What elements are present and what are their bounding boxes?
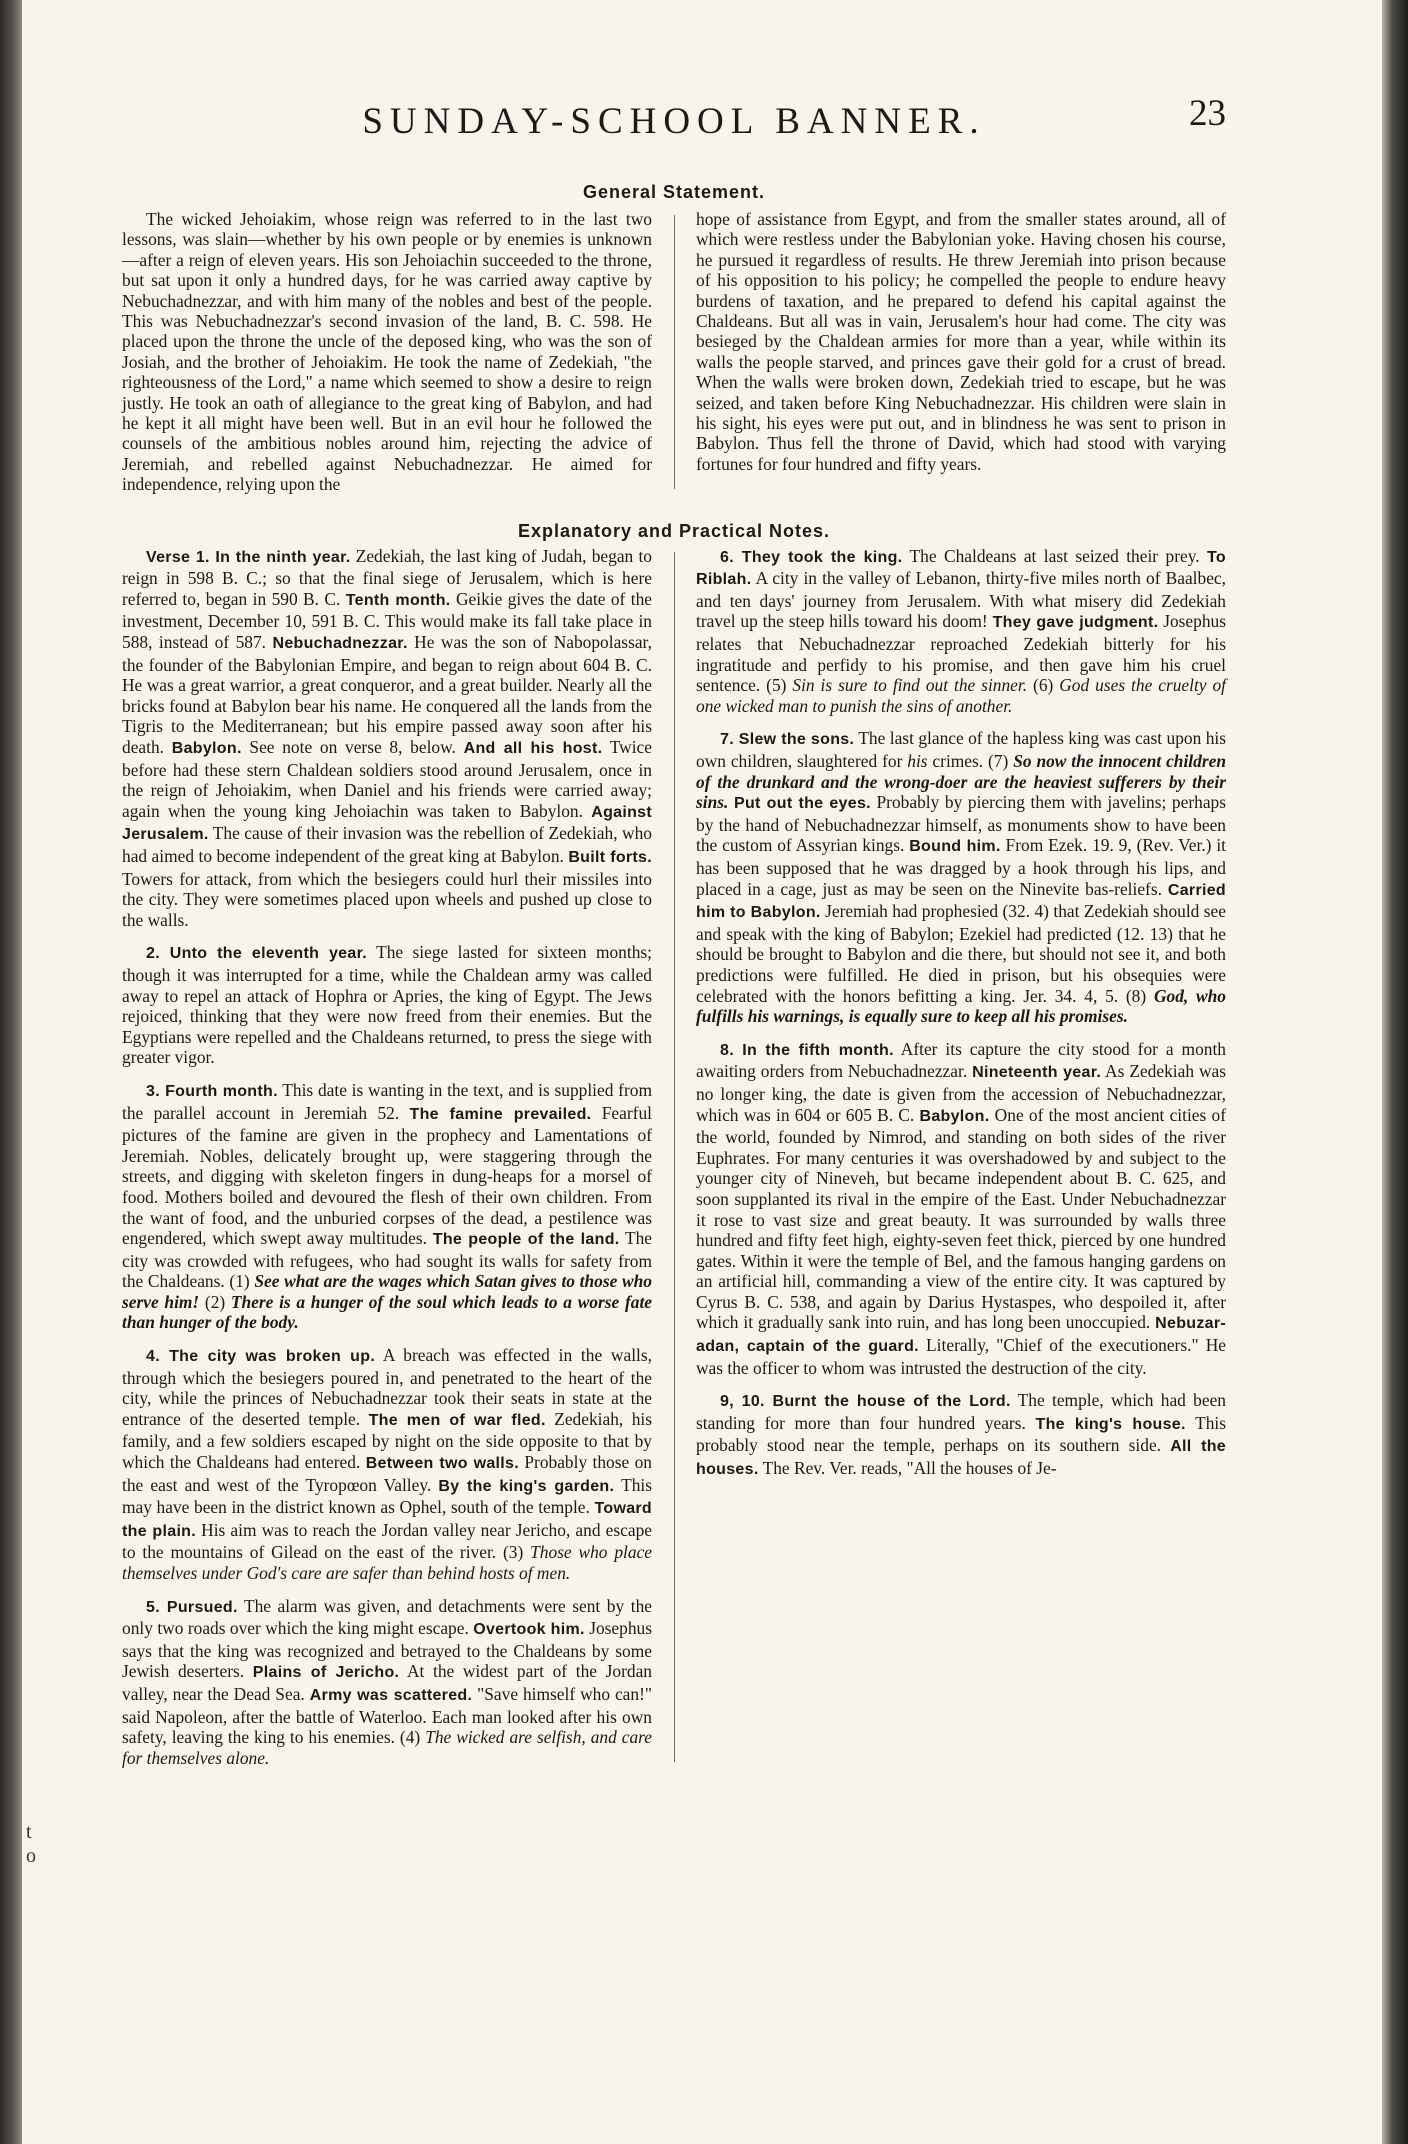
note-verse-7: 7. Slew the sons. The last glance of the hapless king was cast upon his own children, slaughtered for his crimes. (7) So now the innocent children of the drunkard and the wrong-doer are the heaviest sufferers by their sins. Put out the eyes. Probably by piercing them with javelins; perhaps by the hand of Nebuchadnezzar himself, as monuments show to have been the custom of Assyrian kings. Bound him. From Ezek. 19. 9, (Rev. Ver.) it has been supposed that he was dragged by a hook through his lips, and placed in a cage, just as may be seen on the Ninevite bas-reliefs. Carried him to Babylon. Jeremiah had prophesied (32. 4) that Zedekiah should see and speak with the king of Babylon; Ezekiel had predicted (12. 13) that he should be brought to Babylon and die there, but should not see it, and both predictions were fulfilled. He died in prison, but his obsequies were celebrated with the honors befitting a king. Jer. 34. 4, 5. (8) God, who fulfills his warnings, is equally sure to keep all his promises. [696,728,1226,1027]
note-verse-3: 3. Fourth month. This date is wanting in the text, and is supplied from the parallel account in Jeremiah 52. The famine prevailed. Fearful pictures of the famine are given in the prophecy and Lamentations of Jeremiah. Nobles, delicately brought up, were staggering through the streets, and digging with skeleton fingers in dung-heaps for a morsel of food. Mothers boiled and devoured the flesh of their own children. From the want of food, and the unburied corpses of the dead, a pestilence was engendered, which swept away multitudes. The people of the land. The city was crowded with refugees, who had sought its walls for safety from the Chaldeans. (1) See what are the wages which Satan gives to those who serve him! (2) There is a hunger of the soul which leads to a worse fate than hunger of the body. [122,1079,652,1333]
page [122,90,1226,2080]
note-verse-4: 4. The city was broken up. A breach was effected in the walls, through which the besiegers poured in, and penetrated to the heart of the city, while the princes of Nebuchadnezzar took their seats in state at the entrance of the deserted temple. The men of war fled. Zedekiah, his family, and a few soldiers escaped by night on the side opposite to that by which the Chaldeans had entered. Between two walls. Probably those on the east and west of the Tyropœon Valley. By the king's garden. This may have been in the district known as Ophel, south of the temple. Toward the plain. His aim was to reach the Jordan valley near Jericho, and escape to the mountains of Gilead on the east of the river. (3) Those who place themselves under God's care are safer than behind hosts of men. [122,1345,653,1583]
note-keyword: Nineteenth year. [972,1064,1102,1082]
note-keyword: 7. Slew the sons. [720,731,855,749]
note-keyword: Tenth month. [345,591,451,609]
notes [122,546,1226,1769]
note-keyword: To Riblah. [696,548,1226,589]
note-keyword: Plains of Jericho. [252,1664,400,1682]
notes-right-column [696,546,1226,1769]
note-keyword: Nebuzar-adan, captain of the guard. [696,1315,1226,1356]
note-keyword: Bound him. [909,838,1001,856]
column-rule [674,552,675,1763]
note-keyword: Between two walls. [365,1455,519,1473]
general-statement-heading: General Statement. [582,182,766,202]
lesson-thought: God uses the cruelty of one wicked man to punish the sins of another. [696,675,1226,716]
note-keyword: All the houses. [696,1438,1226,1479]
note-keyword: They gave judgment. [992,614,1159,632]
running-head [122,90,1226,146]
note-keyword: The people of the land. [432,1231,620,1249]
note-verse-1: Verse 1. In the ninth year. Zedekiah, the last king of Judah, began to reign in 598 B. C.; so that the final siege of Jerusalem, which is here referred to, began in 590 B. C. Tenth month. Geikie gives the date of the investment, December 10, 591 B. C. This would make its fall take place in 588, instead of 587. Nebuchadnezzar. He was the son of Nabopolassar, the founder of the Babylonian Empire, and began to reign about 604 B. C. He was a great warrior, a great conqueror, and a great builder. Nearly all the bricks found at Babylon bear his name. He conquered all the lands from the Tigris to the Mediterranean; but his empire passed away soon after his death. Babylon. See note on verse 8, below. And all his host. Twice before had these stern Chaldean soldiers stood around Jerusalem, once in the reign of Jehoiakim, when Daniel and his friends were carried away; again when the young king Jehoiachin was taken to Babylon. Against Jerusalem. The cause of their invasion was the rebellion of Zedekiah, who had aimed to become independent of the great king at Babylon. Built forts. Towers for attack, from which the besiegers could hurl their missiles into the city. They were sometimes placed upon wheels and pushed up close to the walls. [122,545,653,930]
notes-heading: Explanatory and Practical Notes. [517,520,831,541]
note-verse-6: 6. They took the king. The Chaldeans at last seized their prey. To Riblah. A city in the valley of Lebanon, thirty-five miles north of Baalbec, and ten days' journey from Jerusalem. With what misery did Zedekiah travel up the steep hills toward his doom! They gave judgment. Josephus relates that Nebuchadnezzar reproached Zedekiah bitterly for his ingratitude and perfidy to his promise, and then gave him his cruel sentence. (5) Sin is sure to find out the sinner. (6) God uses the cruelty of one wicked man to punish the sins of another. [696,545,1227,716]
lesson-thought: God, who fulfills his warnings, is equally sure to keep all his promises. [696,985,1226,1027]
note-keyword: The king's house. [1035,1415,1186,1433]
note-verse-9-10: 9, 10. Burnt the house of the Lord. The temple, which had been standing for more than four hundred years. The king's house. This probably stood near the temple, perhaps on its southern side. All the houses. The Rev. Ver. reads, "All the houses of Je- [696,1390,1226,1479]
note-verse-5: 5. Pursued. The alarm was given, and detachments were sent by the only two roads over which the king might escape. Overtook him. Josephus says that the king was recognized and betrayed to the Chaldeans by some Jewish deserters. Plains of Jericho. At the widest part of the Jordan valley, near the Dead Sea. Army was scattered. "Save himself who can!" said Napoleon, after the battle of Waterloo. Each man looked after his own safety, leaving the king to his enemies. (4) The wicked are selfish, and care for themselves alone. [122,1595,652,1768]
note-verse-2: 2. Unto the eleventh year. The siege lasted for sixteen months; though it was interrupted for a time, while the Chaldean army was called away to repel an attack of Hophra or Apries, the king of Egypt. The Jews rejoiced, thinking that they were now freed from their enemies. But the Egyptians were repelled and the Chaldeans returned, to press the siege with greater vigor. [122,942,652,1068]
general-statement-right-column [696,209,1226,495]
note-keyword: Toward the plain. [122,1500,652,1540]
book-edge-right [1382,0,1408,2144]
note-keyword: Overtook him. [473,1621,585,1639]
lesson-thought: The wicked are selfish, and care for themselves alone. [122,1727,652,1768]
note-keyword: 8. In the fifth month. [720,1041,894,1059]
note-verse-8: 8. In the fifth month. After its capture the city stood for a month awaiting orders from Nebuchadnezzar. Nineteenth year. As Zedekiah was no longer king, the date is given from the accession of Nebuchadnezzar, which was in 604 or 605 B. C. Babylon. One of the most ancient cities of the world, founded by Nimrod, and standing on both sides of the river Euphrates. For many centuries it was overshadowed by and subject to the younger city of Nineveh, but became independent about B. C. 625, and soon supplanted its rival in the empire of the East. Under Nebuchadnezzar it rose to vast size and great beauty. It was surrounded by walls three hundred and fifty feet high, eighty-seven feet thick, pierced by one hundred gates. Within it were the temple of Bel, and the famous hanging gardens on an artificial hill, commanding a view of the entire city. It was captured by Cyrus B. C. 538, and again by Darius Hystaspes, who despoiled it, after which it gradually sank into ruin, and has long been unoccupied. Nebuzar-adan, captain of the guard. Literally, "Chief of the executioners." He was the officer to whom was intrusted the destruction of the city. [696,1038,1226,1378]
general-statement-left-column [122,209,652,495]
note-keyword: 2. Unto the eleventh year. [146,945,367,963]
general-statement-paragraph-2: hope of assistance from Egypt, and from the smaller states around, all of which were restless under the Babylonian yoke. Having chosen his course, he pursued it regardless of results. He threw Jeremiah into prison because of his opposition to his policy; he compelled the people to endure heavy burdens of taxation, and he prepared to defend his capital against the Chaldeans. But all was in vain, Jerusalem's hour had come. The city was besieged by the Chaldean armies for more than a year, while within its walls the people starved, and princes gave their gold for a crust of bread. When the walls were broken down, Zedekiah tried to escape, but he was seized, and taken before King Nebuchadnezzar. His children were slain in his sight, his eyes were put out, and in blindness he was sent to prison in Babylon. Thus fell the throne of David, which had stood with varying fortunes for four hundred and fifty years. [696,209,1226,474]
note-keyword: 4. The city was broken up. [146,1348,376,1366]
note-keyword: 3. Fourth month. [146,1082,278,1100]
lesson-thought: See what are the wages which Satan gives to those who serve him! [122,1271,652,1312]
running-title: SUNDAY-SCHOOL BANNER. [362,101,986,142]
note-keyword: The famine prevailed. [409,1105,592,1123]
notes-left-column [122,546,652,1769]
lesson-thought: Sin is sure to find out the sinner. [792,675,1028,696]
note-keyword: The men of war fled. [368,1411,546,1429]
note-keyword: By the king's garden. [438,1477,615,1495]
note-keyword: 5. Pursued. [146,1598,238,1616]
general-statement [122,209,1226,495]
page-number: 23 [1189,93,1226,134]
lesson-thought: So now the innocent children of the drunkard and the wrong-doer are the heaviest sufferers by their sins. [696,751,1226,813]
note-keyword: Put out the eyes. [734,795,871,813]
note-keyword: Verse 1. In the ninth year. [146,548,351,566]
note-keyword: And all his host. [463,740,603,758]
book-spine-left [0,0,22,2144]
lesson-thought: There is a hunger of the soul which leads to a worse fate than hunger of the body. [122,1291,652,1333]
lesson-thought: Those who place themselves under God's care are safer than behind hosts of men. [122,1542,652,1583]
note-keyword: Carried him to Babylon. [696,881,1226,922]
note-keyword: 9, 10. Burnt the house of the Lord. [720,1393,1011,1411]
note-keyword: Babylon. [919,1107,990,1125]
note-keyword: Army was scattered. [309,1686,473,1704]
general-statement-paragraph-1: The wicked Jehoiakim, whose reign was referred to in the last two lessons, was slain—whether by his own people or by enemies is unknown—after a reign of eleven years. His son Jehoiachin succeeded to the throne, but sat upon it only a hundred days, for he was carried away captive by Nebuchadnezzar, and with him many of the nobles and best of the people. This was Nebuchadnezzar's second invasion of the land, B. C. 598. He placed upon the throne the uncle of the deposed king, who was the son of Josiah, and the brother of Jehoiakim. He took the name of Zedekiah, "the righteousness of the Lord," a name which seemed to show a desire to reign justly. He took an oath of allegiance to the great king of Babylon, and had he kept it all might have been well. But in an evil hour he followed the counsels of the ambitious nobles around him, rejecting the advice of Jeremiah, and rebelled against Nebuchadnezzar. He aimed for independence, relying upon the [122,209,652,495]
margin-marks: t o [26,1821,36,1867]
note-keyword: Babylon. [171,740,242,758]
note-keyword: Built forts. [568,849,652,866]
note-keyword: Against Jerusalem. [122,803,652,844]
note-keyword: 6. They took the king. [720,548,903,566]
column-rule [674,215,675,489]
note-keyword: Nebuchadnezzar. [272,635,408,653]
